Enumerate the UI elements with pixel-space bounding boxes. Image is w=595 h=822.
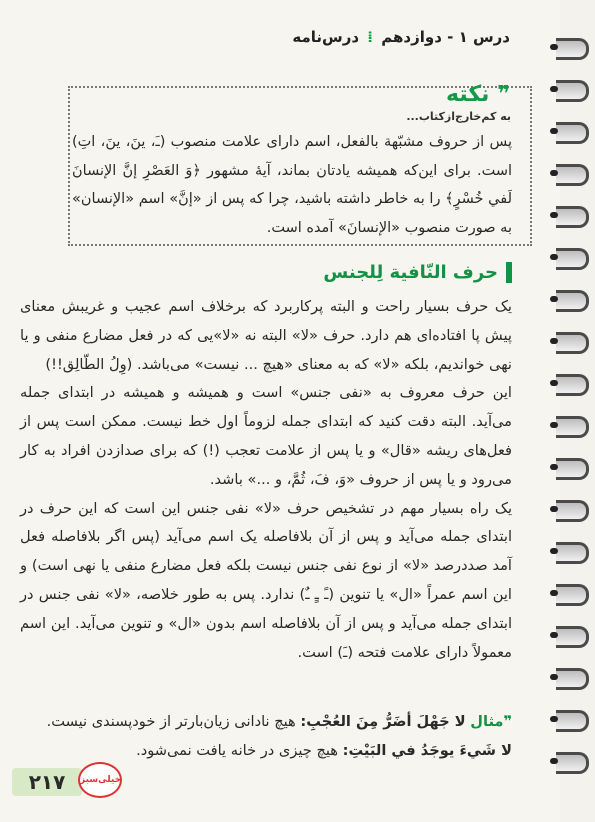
example-2-arabic: لا شَيءَ يوجَدُ في البَيْتِ: — [342, 741, 512, 759]
header-separator: ⁞ — [367, 28, 373, 46]
note-title-text: نکته — [446, 82, 490, 107]
example-label: ❞مثال — [470, 713, 512, 730]
spiral-ring — [556, 668, 589, 690]
spiral-ring — [556, 458, 589, 480]
example-block — [20, 708, 512, 766]
note-title — [446, 82, 510, 107]
quote-icon: ❞ — [497, 82, 510, 107]
spiral-ring — [556, 374, 589, 396]
paragraph-2: این حرف معروف به «نفی جنس» است و همیشه و همیشه در ابتدای جمله می‌آید. البته دقت کنید که ابتدای جمله لزوماً اول خط نیست. ممکن است پس از فعل‌های ریشه «قال» و یا پس از علامت تعجب (!) که برای صدازدن افراد به کار می‌رود و یا پس از حروف «وَ، فَ، ثُمَّ، و ...» باشد. — [20, 384, 512, 488]
spiral-ring — [556, 626, 589, 648]
note-text: پس از حروف مشبّهة بالفعل، اسم دارای علامت منصوب (ـَ، ينَ، ينَ، اتِ) است. برای این‌که همیشه یادتان بماند، آیهٔ مشهور ﴿وَ العَصْرِ إنَّ الإنسانَ لَفي خُسْرٍ﴾ را به خاطر داشته باشید، چرا که پس از «إنَّ» اسم «الإنسان» به صورت منصوب «الإنسانَ» آمده است. — [72, 134, 512, 236]
spiral-ring — [556, 752, 589, 774]
example-line-1 — [20, 708, 512, 737]
example-1-arabic: لا جَهْلَ أضَرُّ مِنَ العُجْبِ: — [300, 713, 466, 730]
paragraph-3: یک راه بسیار مهم در تشخیص حرف «لا» نفی جنس این است که این حرف در ابتدای جمله می‌آید و پس از آن بلافاصله یک اسم می‌آید (پس اگر بلافاصله فعل آمد صددرصد «لا» از نوع نفی جنس نیست بلکه فعل مضارع منفی یا نهی است) و این اسم عمراً «ال» یا تنوین (ـً ـٍ ـٌ) ندارد. پس به طور خلاصه، «لا» نفی جنس در ابتدای جمله می‌آید و پس از آن بلافاصله اسم بدون «ال» و تنوین می‌آید. این اسم معمولاً دارای علامت فتحه (ـَ) است. — [20, 499, 512, 661]
spiral-ring — [556, 710, 589, 732]
paragraph-1: یک حرف بسیار راحت و البته پرکاربرد که برخلاف اسم عجیب و غریبش معنای پیش پا افتاده‌ای هم دارد. حرف «لا» البته نه «لا»یی که در فعل مضارع منفی و یا نهی خواندیم، بلکه «لا» که به معنای «هیچ ... نیست» می‌باشد. (وِلُ الطّالِق!!) — [20, 298, 512, 373]
page-footer — [0, 768, 120, 812]
spiral-ring — [556, 542, 589, 564]
page-header — [292, 28, 510, 46]
spiral-ring — [556, 248, 589, 270]
body-text — [20, 293, 512, 667]
spiral-ring — [556, 206, 589, 228]
lesson-label: درس ۱ - دوازدهم — [381, 28, 510, 46]
spiral-ring — [556, 38, 589, 60]
book-section-label: درس‌نامه — [292, 28, 360, 46]
section-title: حرف النّافية لِلجنس — [323, 262, 512, 283]
spiral-ring — [556, 584, 589, 606]
example-2-translation: هیچ چیزی در خانه یافت نمی‌شود. — [136, 741, 338, 759]
example-line-2 — [20, 737, 512, 766]
spiral-ring — [556, 500, 589, 522]
spiral-ring — [556, 332, 589, 354]
page-number: ۲۱۷ — [12, 768, 82, 796]
spiral-ring — [556, 122, 589, 144]
spiral-binding — [557, 0, 595, 822]
spiral-ring — [556, 80, 589, 102]
spiral-ring — [556, 164, 589, 186]
example-1-translation: هیچ نادانی زیان‌بارتر از خودپسندی نیست. — [46, 713, 296, 730]
spiral-ring — [556, 290, 589, 312]
note-subtitle: به کم‌خارج‌ازکتاب... — [403, 110, 514, 123]
spiral-ring — [556, 416, 589, 438]
publisher-logo-icon: خیلی‌سبز — [78, 762, 122, 798]
